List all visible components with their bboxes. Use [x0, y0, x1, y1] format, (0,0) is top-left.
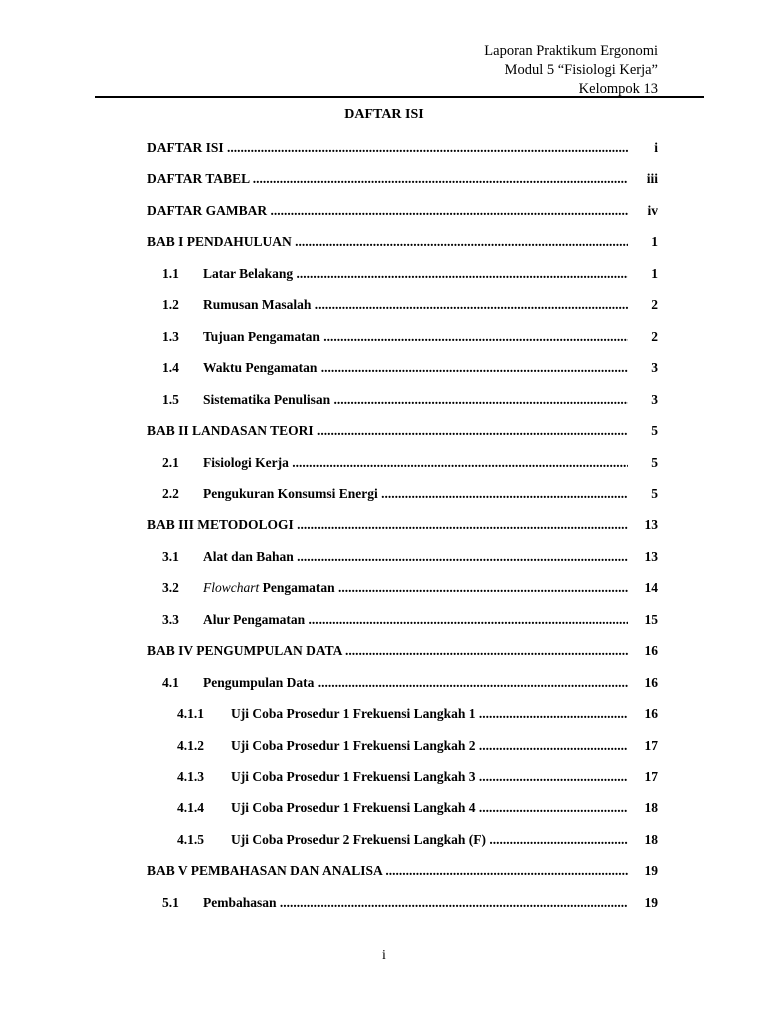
toc-entry-number: 4.1.3: [177, 769, 204, 784]
header-report-title: Laporan Praktikum Ergonomi: [484, 43, 658, 59]
toc-entry-label-text: BAB V PEMBAHASAN DAN ANALISA: [147, 863, 383, 878]
toc-entry-page: 18: [644, 832, 658, 847]
toc-entry-label-text: Alur Pengamatan: [203, 612, 306, 627]
toc-entry[interactable]: [0, 862, 768, 880]
toc-entry[interactable]: [0, 642, 768, 660]
toc-entry-page: 13: [644, 517, 658, 532]
toc-entry-label-text: BAB III METODOLOGI: [147, 517, 294, 532]
toc-entry-label-text: Pengumpulan Data: [203, 675, 315, 690]
toc-entry-label-text: Uji Coba Prosedur 1 Frekuensi Langkah 2: [231, 738, 476, 753]
toc-entry[interactable]: [0, 799, 768, 817]
toc-entry-number: 3.3: [162, 612, 179, 627]
toc-entry-number: 3.2: [162, 580, 179, 595]
toc-entry-page: 19: [644, 895, 658, 910]
toc-entry-number: 2.1: [162, 455, 179, 470]
toc-entry-label: [147, 642, 628, 660]
toc-entry-label: [147, 862, 628, 880]
toc-entry-number: 4.1.5: [177, 832, 204, 847]
toc-entry-label-text: BAB II LANDASAN TEORI: [147, 423, 314, 438]
header-group: Kelompok 13: [578, 81, 658, 97]
toc-entry-page: 5: [651, 423, 658, 438]
toc-entry-label-text: Uji Coba Prosedur 1 Frekuensi Langkah 1: [231, 706, 476, 721]
toc-entry[interactable]: [0, 170, 768, 188]
toc-entry-label: [203, 296, 628, 314]
header-module: Modul 5 “Fisiologi Kerja”: [504, 62, 658, 78]
toc-entry-number: 4.1.1: [177, 706, 204, 721]
toc-title: DAFTAR ISI: [344, 107, 424, 122]
toc-entry-number: 4.1.2: [177, 738, 204, 753]
toc-entry-page: 17: [644, 769, 658, 784]
toc-entry-label: [147, 233, 628, 251]
toc-entry-page: 16: [644, 675, 658, 690]
toc-entry-number: 1.4: [162, 360, 179, 375]
toc-entry[interactable]: [0, 139, 768, 157]
toc-entry-label-text: DAFTAR TABEL: [147, 171, 250, 186]
toc-entry-label-text: DAFTAR ISI: [147, 140, 224, 155]
toc-entry-label-text: Pengukuran Konsumsi Energi: [203, 486, 378, 501]
toc-entry-label: [147, 422, 628, 440]
toc-entry-page: 3: [651, 360, 658, 375]
toc-entry-page: 15: [644, 612, 658, 627]
toc-entry[interactable]: [0, 233, 768, 251]
toc-entry-label: [203, 485, 628, 503]
toc-entry-label-text: Uji Coba Prosedur 1 Frekuensi Langkah 3: [231, 769, 476, 784]
toc-entry-page: 3: [651, 392, 658, 407]
toc-entry-page: 1: [651, 234, 658, 249]
toc-entry[interactable]: [0, 579, 768, 597]
toc-entry-label-text: DAFTAR GAMBAR: [147, 203, 268, 218]
toc-entry-label: [231, 737, 628, 755]
toc-entry-number: 1.3: [162, 329, 179, 344]
toc-entry-label-text: Rumusan Masalah: [203, 297, 312, 312]
toc-entry-label-text: Pengamatan: [259, 580, 335, 595]
toc-entry-label-text: Uji Coba Prosedur 1 Frekuensi Langkah 4: [231, 800, 476, 815]
toc-entry[interactable]: [0, 705, 768, 723]
toc-entry[interactable]: [0, 768, 768, 786]
toc-entry-label-text: BAB I PENDAHULUAN: [147, 234, 292, 249]
toc-entry-label: [231, 705, 628, 723]
toc-entry-label-text: Uji Coba Prosedur 2 Frekuensi Langkah (F): [231, 832, 487, 847]
toc-entry-page: 2: [651, 297, 658, 312]
toc-entry-number: 2.2: [162, 486, 179, 501]
toc-entry-label: [203, 391, 628, 409]
toc-entry-number: 4.1: [162, 675, 179, 690]
toc-entry-label: [147, 202, 628, 220]
toc-entry-page: 14: [644, 580, 658, 595]
toc-entry-page: i: [654, 140, 658, 155]
toc-entry-label-text: Fisiologi Kerja: [203, 455, 289, 470]
toc-entry[interactable]: [0, 328, 768, 346]
toc-entry-label: [203, 548, 628, 566]
toc-entry-page: 5: [651, 455, 658, 470]
toc-entry-label: [147, 516, 628, 534]
toc-entry-page: 16: [644, 706, 658, 721]
toc-entry-page: 19: [644, 863, 658, 878]
toc-entry[interactable]: [0, 454, 768, 472]
toc-entry[interactable]: [0, 265, 768, 283]
toc-entry-label: [203, 579, 628, 597]
toc-entry-number: 4.1.4: [177, 800, 204, 815]
toc-entry-label-text: BAB IV PENGUMPULAN DATA: [147, 643, 342, 658]
toc-entry-label-text: Waktu Pengamatan: [203, 360, 318, 375]
toc-entry-label-text: Pembahasan: [203, 895, 277, 910]
toc-entry-page: 17: [644, 738, 658, 753]
toc-entry[interactable]: [0, 391, 768, 409]
toc-entry[interactable]: [0, 422, 768, 440]
toc-entry-page: 2: [651, 329, 658, 344]
toc-entry[interactable]: [0, 611, 768, 629]
toc-entry-page: 1: [651, 266, 658, 281]
toc-entry-number: 1.2: [162, 297, 179, 312]
toc-entry-label: [203, 359, 628, 377]
toc-entry-label: [203, 611, 628, 629]
toc-entry-label: [147, 170, 628, 188]
toc-entry[interactable]: [0, 296, 768, 314]
toc-entry-label: [231, 831, 628, 849]
toc-entry[interactable]: [0, 674, 768, 692]
toc-entry-label-text: Tujuan Pengamatan: [203, 329, 320, 344]
toc-entry-label: [203, 265, 628, 283]
toc-entry[interactable]: [0, 737, 768, 755]
toc-entry-label: [147, 139, 628, 157]
toc-entry-number: 1.1: [162, 266, 179, 281]
toc-entry-number: 3.1: [162, 549, 179, 564]
toc-entry[interactable]: [0, 485, 768, 503]
toc-entry[interactable]: [0, 516, 768, 534]
toc-entry[interactable]: [0, 831, 768, 849]
toc-entry-label: [231, 768, 628, 786]
toc-entry-label-text: Alat dan Bahan: [203, 549, 294, 564]
toc-entry-number: 1.5: [162, 392, 179, 407]
toc-entry-label-italic: Flowchart: [203, 580, 260, 595]
toc-entry[interactable]: [0, 202, 768, 220]
toc-entry-page: iii: [646, 171, 658, 186]
toc-entry[interactable]: [0, 359, 768, 377]
toc-entry[interactable]: [0, 894, 768, 912]
toc-entry-page: 5: [651, 486, 658, 501]
toc-entry-label: [203, 674, 628, 692]
toc-entry-page: 13: [644, 549, 658, 564]
page-number: i: [382, 948, 386, 963]
toc-entry-number: 5.1: [162, 895, 179, 910]
toc-entry-label: [203, 328, 628, 346]
toc-entry-label-text: Latar Belakang: [203, 266, 294, 281]
toc-entry-label: [231, 799, 628, 817]
toc-entry-label-text: Sistematika Penulisan: [203, 392, 331, 407]
toc-entry-label: [203, 894, 628, 912]
toc-entry-page: 18: [644, 800, 658, 815]
toc-entry-label: [203, 454, 628, 472]
toc-entry-page: 16: [644, 643, 658, 658]
toc-entry[interactable]: [0, 548, 768, 566]
toc-entry-page: iv: [647, 203, 658, 218]
